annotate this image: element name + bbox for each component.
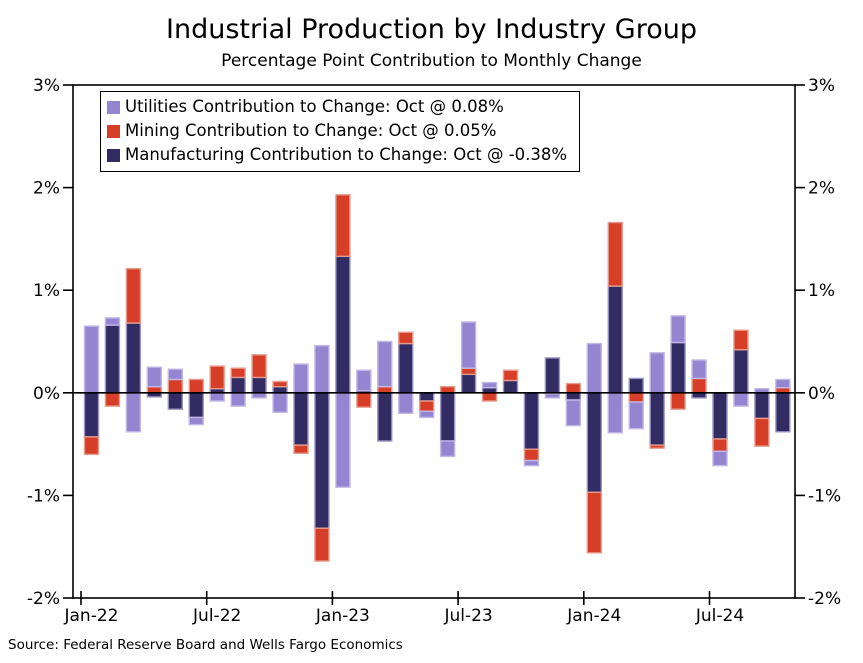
bar-segment-mining-May-24 (671, 393, 685, 409)
bar-segment-manufacturing-Dec-22 (315, 393, 329, 528)
x-axis-label: Jan-24 (567, 606, 622, 626)
bar-segment-utilities-Feb-22 (105, 318, 119, 325)
source-note: Source: Federal Reserve Board and Wells Fargo Economics (8, 637, 403, 653)
y-axis-label-right: 1% (808, 281, 835, 302)
bar-segment-utilities-Apr-22 (147, 367, 161, 386)
y-axis-label-right: -1% (808, 486, 842, 507)
bar-segment-manufacturing-Dec-23 (566, 393, 580, 400)
bar-segment-manufacturing-Oct-22 (273, 387, 287, 393)
x-axis-label: Jul-23 (444, 606, 493, 626)
legend-label-manufacturing: Manufacturing Contribution to Change: Oct @ -0.38% (125, 145, 568, 164)
bar-segment-mining-Aug-24 (734, 330, 748, 349)
bar-segment-mining-Apr-22 (147, 387, 161, 393)
chart-subtitle: Percentage Point Contribution to Monthly Change (221, 51, 642, 71)
bar-segment-manufacturing-May-24 (671, 343, 685, 393)
bar-segment-utilities-Mar-22 (126, 393, 140, 432)
bar-segment-manufacturing-Oct-24 (776, 393, 790, 432)
legend-item-manufacturing (107, 143, 567, 167)
bar-segment-mining-Jun-22 (189, 379, 203, 392)
bar-segment-mining-Mar-23 (378, 387, 392, 393)
bar-segment-utilities-Jan-24 (587, 344, 601, 393)
bar-segment-utilities-Nov-23 (545, 394, 559, 398)
bar-segment-mining-Sep-23 (504, 370, 518, 380)
y-axis-label-left: 3% (33, 75, 60, 96)
bar-segment-manufacturing-Jan-22 (85, 393, 99, 437)
bar-segment-utilities-Dec-22 (315, 346, 329, 393)
bar-segment-manufacturing-Jan-24 (587, 393, 601, 493)
bar-segment-utilities-Apr-23 (399, 393, 413, 414)
bar-segment-manufacturing-Feb-22 (105, 325, 119, 393)
bar-segment-manufacturing-Nov-23 (545, 358, 559, 393)
bar-segment-mining-Dec-23 (566, 384, 580, 393)
bar-segment-mining-Feb-22 (105, 393, 119, 406)
bar-segment-manufacturing-Apr-23 (399, 344, 413, 393)
bar-segment-utilities-Jul-23 (462, 322, 476, 368)
bar-segment-manufacturing-Sep-22 (252, 377, 266, 392)
y-axis-label-right: 3% (808, 75, 835, 96)
bar-segment-utilities-Oct-24 (776, 379, 790, 387)
bar-segment-mining-Jun-24 (692, 378, 706, 392)
utilities-swatch-icon (107, 101, 120, 114)
bar-segment-mining-Oct-22 (273, 382, 287, 387)
legend-label-mining: Mining Contribution to Change: Oct @ 0.05% (125, 121, 497, 140)
bar-segment-manufacturing-Mar-23 (378, 393, 392, 441)
bar-segment-manufacturing-Jun-22 (189, 393, 203, 418)
bar-segment-utilities-Jun-24 (692, 360, 706, 378)
bar-segment-utilities-Feb-23 (357, 370, 371, 391)
bar-segment-mining-Aug-22 (231, 368, 245, 377)
bar-segment-manufacturing-Apr-24 (650, 393, 664, 445)
bar-segment-manufacturing-Sep-24 (755, 393, 769, 419)
y-axis-label-right: 0% (808, 383, 835, 404)
bar-segment-mining-Jan-24 (587, 492, 601, 553)
bar-segment-mining-Apr-23 (399, 332, 413, 343)
bar-segment-manufacturing-Jan-23 (336, 256, 350, 392)
bar-segment-utilities-Jun-23 (441, 441, 455, 456)
bar-segment-utilities-May-22 (168, 369, 182, 379)
bar-segment-mining-May-23 (420, 401, 434, 411)
bar-segment-manufacturing-May-22 (168, 393, 182, 409)
bar-segment-utilities-Feb-24 (608, 393, 622, 433)
bar-segment-mining-Apr-24 (650, 445, 664, 448)
bar-segment-manufacturing-Mar-24 (629, 378, 643, 392)
x-axis-label: Jan-23 (315, 606, 370, 626)
legend (100, 91, 580, 172)
y-axis-label-left: -1% (26, 486, 60, 507)
legend-item-mining (107, 119, 567, 143)
y-axis-label-left: -2% (26, 588, 60, 609)
x-axis-label: Jul-22 (193, 606, 242, 626)
bar-segment-utilities-Apr-24 (650, 353, 664, 393)
bar-segment-mining-Sep-22 (252, 355, 266, 378)
bar-segment-utilities-Mar-24 (629, 402, 643, 429)
bar-segment-utilities-May-23 (420, 411, 434, 417)
bar-segment-mining-Oct-23 (524, 449, 538, 460)
bar-segment-utilities-Jun-22 (189, 417, 203, 424)
bar-segment-mining-Mar-24 (629, 393, 643, 402)
legend-item-utilities (107, 95, 567, 119)
bar-segment-mining-Dec-22 (315, 528, 329, 561)
bar-segment-utilities-Jan-23 (336, 393, 350, 487)
bar-segment-manufacturing-Oct-23 (524, 393, 538, 449)
bar-segment-mining-Jan-22 (85, 437, 99, 454)
bar-segment-manufacturing-Aug-22 (231, 377, 245, 392)
bar-segment-mining-Nov-22 (294, 445, 308, 453)
bar-segment-manufacturing-May-23 (420, 393, 434, 401)
manufacturing-swatch-icon (107, 149, 120, 162)
y-axis-label-left: 1% (33, 281, 60, 302)
bar-segment-manufacturing-Jun-23 (441, 393, 455, 441)
bar-segment-manufacturing-Mar-22 (126, 323, 140, 393)
bar-segment-manufacturing-Jul-23 (462, 374, 476, 392)
bar-segment-utilities-Oct-23 (524, 461, 538, 466)
bar-segment-utilities-Aug-23 (483, 383, 497, 388)
bar-segment-mining-Jul-24 (713, 439, 727, 451)
bar-segment-manufacturing-Aug-24 (734, 350, 748, 393)
bar-segment-mining-Aug-23 (483, 393, 497, 401)
bar-segment-utilities-Jan-22 (85, 326, 99, 393)
bar-segment-manufacturing-Feb-24 (608, 286, 622, 393)
y-axis-label-left: 2% (33, 178, 60, 199)
bar-segment-mining-Feb-24 (608, 222, 622, 286)
bar-segment-manufacturing-Nov-22 (294, 393, 308, 445)
bar-segment-utilities-Nov-22 (294, 364, 308, 393)
bar-segment-mining-Feb-23 (357, 393, 371, 407)
bar-segment-mining-Sep-24 (755, 418, 769, 446)
y-axis-label-right: -2% (808, 588, 842, 609)
x-axis-label: Jan-22 (64, 606, 119, 626)
bar-segment-mining-Mar-22 (126, 269, 140, 323)
x-axis-label: Jul-24 (695, 606, 745, 626)
bar-segment-utilities-May-24 (671, 316, 685, 343)
y-axis-label-left: 0% (33, 383, 60, 404)
legend-label-utilities: Utilities Contribution to Change: Oct @ 0.08% (125, 97, 504, 116)
bar-segment-mining-Jul-22 (210, 366, 224, 389)
bar-segment-utilities-Jul-22 (210, 393, 224, 401)
bar-segment-utilities-Jul-24 (713, 451, 727, 465)
chart-title: Industrial Production by Industry Group (166, 14, 697, 45)
bar-segment-utilities-Mar-23 (378, 342, 392, 387)
mining-swatch-icon (107, 125, 120, 138)
bar-segment-manufacturing-Sep-23 (504, 380, 518, 392)
bar-segment-utilities-Oct-22 (273, 393, 287, 412)
bar-segment-utilities-Aug-24 (734, 393, 748, 406)
bar-segment-mining-Jun-23 (441, 387, 455, 393)
bar-segment-mining-May-22 (168, 379, 182, 392)
bar-segment-utilities-Dec-23 (566, 400, 580, 426)
bar-segment-manufacturing-Jul-24 (713, 393, 727, 439)
bar-segment-mining-Jul-23 (462, 368, 476, 374)
bar-segment-mining-Jan-23 (336, 195, 350, 257)
y-axis-label-right: 2% (808, 178, 835, 199)
bar-segment-utilities-Aug-22 (231, 393, 245, 406)
